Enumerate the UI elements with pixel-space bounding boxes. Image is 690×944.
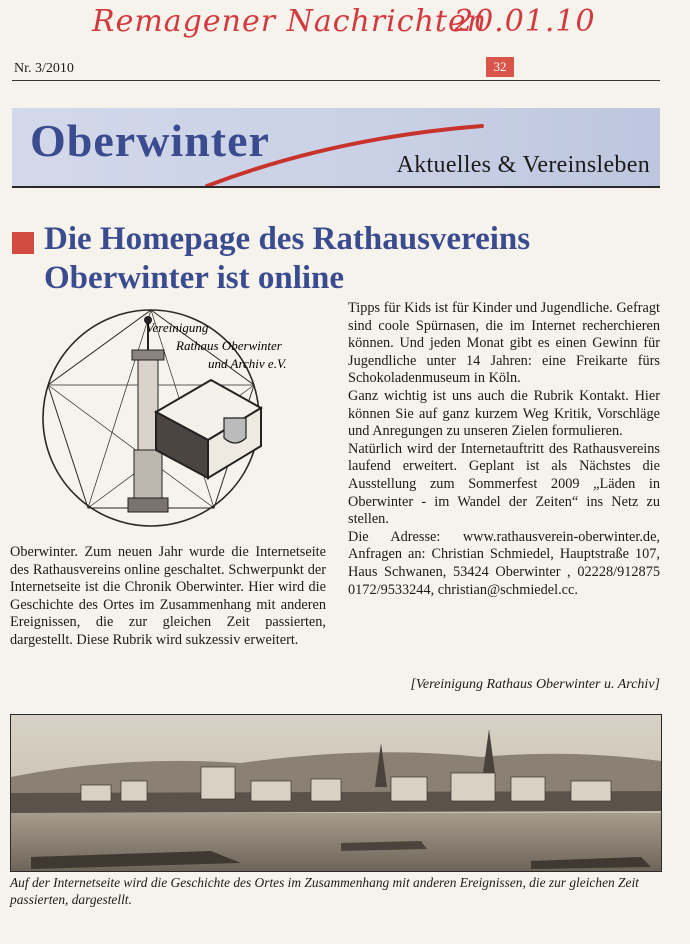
historic-panorama-image — [11, 715, 661, 871]
handwritten-source: Remagener Nachrichten — [92, 4, 488, 39]
paragraph-kids: Tipps für Kids ist für Kinder und Jugendliche. Gefragt sind coole Spürnasen, die im Internet recherchieren können. Und jeden Monat gibt es einen Gewinn für Jugendliche unter 14 Jahren: eine Freikarte fürs Schokoladenmuseum in Köln. — [348, 300, 660, 387]
logo-text-line-2: Rathaus Oberwinter — [176, 338, 282, 353]
article-attribution: [Vereinigung Rathaus Oberwinter u. Archiv] — [410, 677, 660, 692]
paragraph-intro: Oberwinter. Zum neuen Jahr wurde die Internetseite des Rathausvereins online geschaltet. Schwerpunkt der Internetseite ist die Chronik Oberwinter. Hier wird die Geschichte des Ortes im Zusammenhang mit anderen Ereignissen, die zur gleichen Zeit passierten, dargestellt. Diese Rubrik wird sukzessiv erweitert. — [10, 544, 326, 648]
banner-subtitle: Aktuelles & Vereinsleben — [396, 152, 650, 178]
logo-text-line-1: Vereinigung — [146, 320, 209, 335]
paragraph-expansion: Natürlich wird der Internetauftritt des Rathausvereins laufend erweitert. Geplant ist als Nächstes die Ausstellung zum Sommerfest 2009 „Läden in Oberwinter - im Wandel der Zeiten“ ins Netz zu stellen. — [348, 440, 660, 528]
article-headline: Die Homepage des Rathausvereins Oberwinter ist online — [44, 221, 531, 296]
handwritten-date: 20.01.10 — [454, 4, 596, 39]
banner-title: Oberwinter — [30, 115, 270, 166]
issue-number: Nr. 3/2010 — [14, 61, 74, 76]
article-column-left — [10, 544, 326, 650]
photo-caption: Auf der Internetseite wird die Geschichte des Ortes im Zusammenhang mit anderen Ereignissen, die zur gleichen Zeit passierten, dargestellt. — [10, 875, 639, 907]
logo-text-line-3: und Archiv e.V. — [208, 356, 287, 371]
association-logo — [36, 300, 336, 535]
historic-photo — [10, 714, 662, 872]
book-icon — [156, 380, 261, 478]
paragraph-address: Die Adresse: www.rathausverein-oberwinter.de, Anfragen an: Christian Schmiedel, Hauptstraße 107, Haus Schwanen, 53424 Oberwinter , 02228/912875 0172/9533244, christian@schmiedel.cc. — [348, 528, 660, 598]
headline-marker — [12, 232, 34, 254]
coat-of-arms-icon — [224, 418, 246, 443]
header-rule — [12, 80, 660, 81]
paragraph-contact: Ganz wichtig ist uns auch die Rubrik Kontakt. Hier können Sie auf ganz kurzem Weg Kritik, Vorschläge und Anregungen zu unseren Zielen formulieren. — [348, 387, 660, 440]
page-number-badge: 32 — [486, 57, 514, 77]
handwritten-source-note — [92, 4, 612, 44]
section-banner — [12, 108, 660, 188]
article-column-right — [348, 300, 660, 599]
